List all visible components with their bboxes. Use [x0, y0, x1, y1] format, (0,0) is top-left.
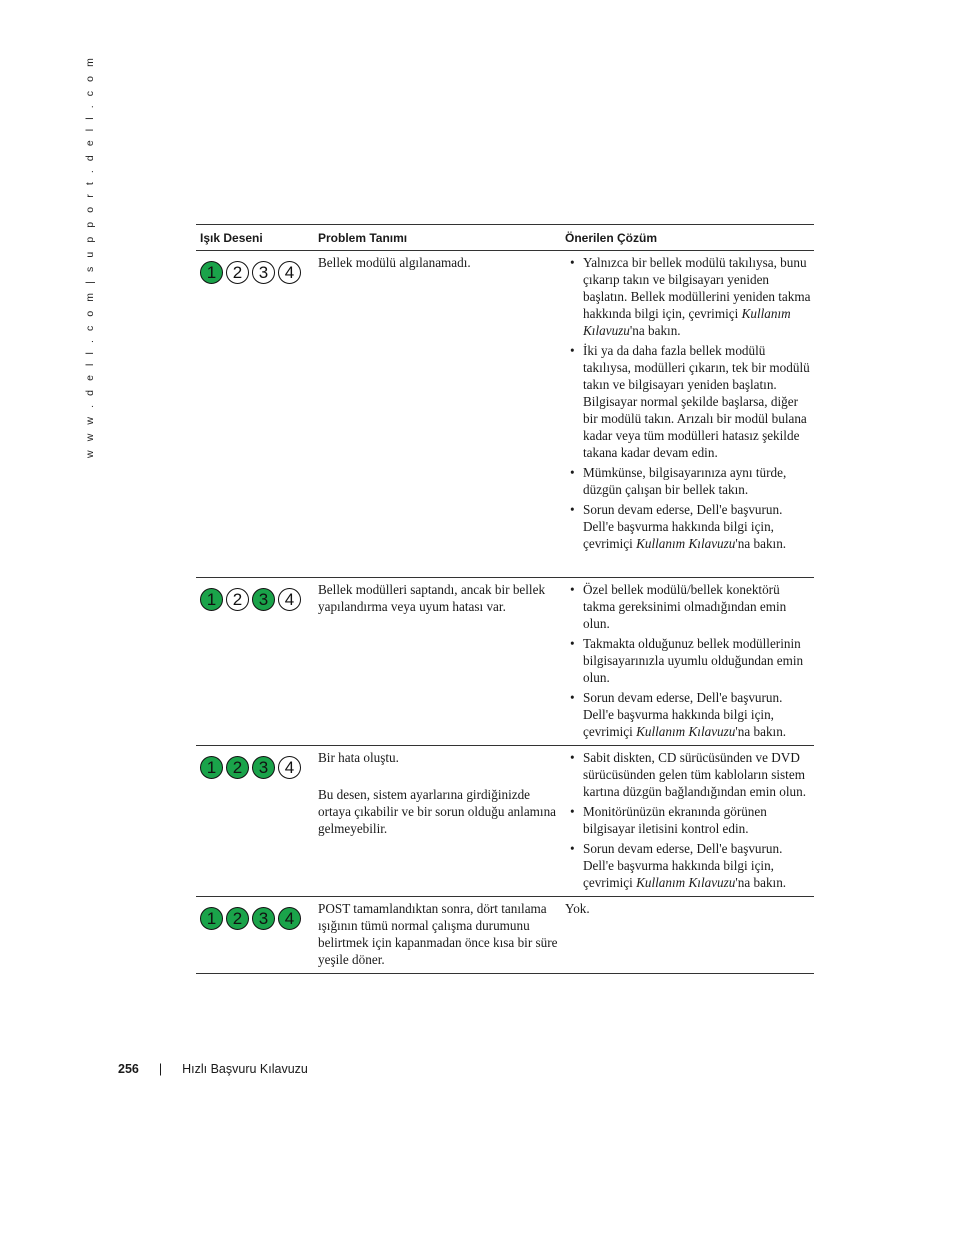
- diagnostic-light-3: 3: [252, 756, 275, 779]
- solution-text: Yok.: [565, 901, 590, 916]
- diagnostic-light-2: 2: [226, 907, 249, 930]
- table-row: [196, 251, 814, 578]
- diagnostic-light-4: 4: [278, 756, 301, 779]
- list-item: • Sabit diskten, CD sürücüsünden ve DVD sürücüsünden gelen tüm kabloların sistem kartına düzgün bağlandığından emin olun.: [565, 749, 814, 800]
- light-pattern-cell: [196, 251, 318, 577]
- diagnostic-lights: [200, 588, 318, 611]
- header-solution: Önerilen Çözüm: [565, 230, 658, 245]
- solution-cell: [565, 746, 814, 896]
- diagnostic-light-2: 2: [226, 261, 249, 284]
- page-footer: [118, 1062, 308, 1076]
- list-item: • Yalnızca bir bellek modülü takılıysa, bunu çıkarıp takın ve bilgisayarı yeniden başlatın. Bellek modüllerini yeniden takma hakkında bilgi için, çevrimiçi Kullanım Kılavuzu'na bakın.: [565, 254, 814, 339]
- list-item: • Özel bellek modülü/bellek konektörü takma gereksinimi olmadığından emin olun.: [565, 581, 814, 632]
- problem-text: Bellek modülleri saptandı, ancak bir bellek yapılandırma veya uyum hatası var.: [318, 582, 546, 614]
- solution-list: [565, 581, 814, 740]
- diagnostic-light-4: 4: [278, 588, 301, 611]
- list-item: • Sorun devam ederse, Dell'e başvurun. Dell'e başvurma hakkında bilgi için, çevrimiçi Kullanım Kılavuzu'na bakın.: [565, 840, 814, 891]
- table-row: [196, 897, 814, 974]
- diagnostic-light-1: 1: [200, 588, 223, 611]
- light-pattern-cell: [196, 897, 318, 973]
- page-number: 256: [118, 1062, 139, 1076]
- problem-note: Bu desen, sistem ayarlarına girdiğinizde ortaya çıkabilir ve bir sorun olduğu anlamına gelmeyebilir.: [318, 787, 557, 836]
- problem-cell: [318, 578, 565, 745]
- list-item: • Mümkünse, bilgisayarınıza aynı türde, düzgün çalışan bir bellek takın.: [565, 464, 814, 498]
- table-row: [196, 578, 814, 746]
- solution-cell: [565, 897, 814, 973]
- problem-cell: [318, 897, 565, 973]
- footer-separator: |: [158, 1062, 163, 1076]
- solution-cell: [565, 251, 814, 577]
- diagnostic-light-4: 4: [278, 907, 301, 930]
- diagnostic-light-3: 3: [252, 261, 275, 284]
- diagnostic-lights: [200, 907, 318, 930]
- diagnostic-light-2: 2: [226, 588, 249, 611]
- diagnostic-light-2: 2: [226, 756, 249, 779]
- diagnostic-light-3: 3: [252, 588, 275, 611]
- solution-list: [565, 254, 814, 552]
- diagnostic-lights: [200, 756, 318, 779]
- solution-list: [565, 749, 814, 891]
- diagnostic-light-3: 3: [252, 907, 275, 930]
- light-pattern-cell: [196, 578, 318, 745]
- problem-text: Bir hata oluştu.: [318, 750, 399, 765]
- problem-text: POST tamamlandıktan sonra, dört tanılama ışığının tümü normal çalışma durumunu belirtmek için kapanmadan önce kısa bir süre yeşile döner.: [318, 901, 558, 967]
- table-row: [196, 746, 814, 897]
- problem-cell: [318, 746, 565, 896]
- footer-title: Hızlı Başvuru Kılavuzu: [182, 1062, 308, 1076]
- diagnostic-light-1: 1: [200, 756, 223, 779]
- diagnostic-light-1: 1: [200, 261, 223, 284]
- problem-text: Bellek modülü algılanamadı.: [318, 255, 471, 270]
- diagnostic-lights-table: [196, 224, 814, 974]
- header-light-pattern: Işık Deseni: [200, 230, 263, 245]
- list-item: • Monitörünüzün ekranında görünen bilgisayar iletisini kontrol edin.: [565, 803, 814, 837]
- list-item: • Takmakta olduğunuz bellek modüllerinin bilgisayarınızla uyumlu olduğundan emin olun.: [565, 635, 814, 686]
- solution-cell: [565, 578, 814, 745]
- diagnostic-light-4: 4: [278, 261, 301, 284]
- list-item: • İki ya da daha fazla bellek modülü takılıysa, modülleri çıkarın, tek bir modülü takın ve bilgisayarı yeniden başlatın. Bilgisayar normal şekilde başlarsa, diğer bir modülü takın. Arızalı bir modül bulana kadar veya tüm modülleri hatasız şekilde takana kadar devam edin.: [565, 342, 814, 461]
- list-item: • Sorun devam ederse, Dell'e başvurun. Dell'e başvurma hakkında bilgi için, çevrimiçi Kullanım Kılavuzu'na bakın.: [565, 501, 814, 552]
- diagnostic-lights: [200, 261, 318, 284]
- table-header: [196, 224, 814, 251]
- diagnostic-light-1: 1: [200, 907, 223, 930]
- light-pattern-cell: [196, 746, 318, 896]
- problem-cell: [318, 251, 565, 577]
- side-url: w w w . d e l l . c o m | s u p p o r t . d e l l . c o m: [84, 55, 96, 458]
- list-item: • Sorun devam ederse, Dell'e başvurun. Dell'e başvurma hakkında bilgi için, çevrimiçi Kullanım Kılavuzu'na bakın.: [565, 689, 814, 740]
- header-problem: Problem Tanımı: [318, 230, 408, 245]
